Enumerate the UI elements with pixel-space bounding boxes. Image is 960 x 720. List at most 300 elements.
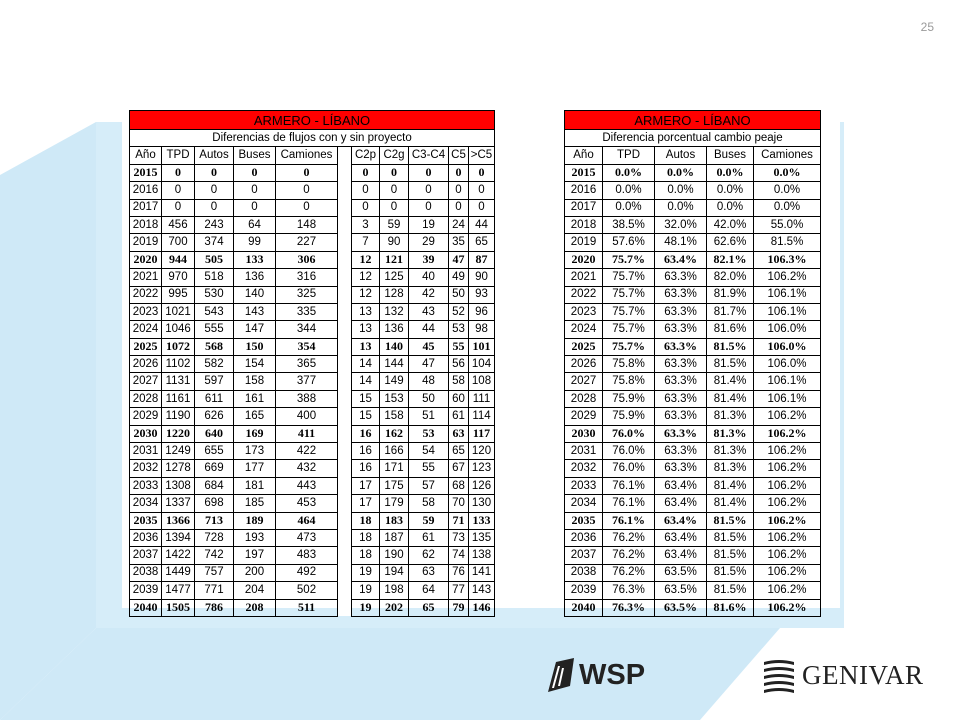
table-cell: 13 <box>352 338 380 355</box>
table-cell: 63.3% <box>655 303 707 320</box>
table-row <box>130 373 495 390</box>
table-row <box>130 251 495 268</box>
table-cell: 771 <box>195 582 234 599</box>
table-row <box>130 234 495 251</box>
table-cell: 1449 <box>162 564 195 581</box>
table-cell: 626 <box>195 408 234 425</box>
table-row <box>130 182 495 199</box>
table-row <box>130 321 495 338</box>
table-cell: 144 <box>380 356 409 373</box>
table-cell: 98 <box>469 321 495 338</box>
table-cell: 59 <box>380 216 409 233</box>
table-cell: 44 <box>469 216 495 233</box>
table-cell: 138 <box>469 547 495 564</box>
table-cell: 2032 <box>565 460 603 477</box>
table-cell: 0 <box>409 164 449 181</box>
table-cell: 19 <box>352 582 380 599</box>
table-cell: 81.6% <box>707 599 754 616</box>
table-cell: 483 <box>276 547 338 564</box>
table-cell: 135 <box>469 529 495 546</box>
wsp-mark-icon <box>546 656 576 694</box>
column-header: Año <box>565 147 603 164</box>
table-cell: 2031 <box>130 443 162 460</box>
table-cell <box>338 199 352 216</box>
table-cell: 432 <box>276 460 338 477</box>
table-cell <box>338 164 352 181</box>
table-cell: 158 <box>380 408 409 425</box>
table-row <box>565 495 821 512</box>
table-cell: 96 <box>469 303 495 320</box>
table-cell: 669 <box>195 460 234 477</box>
table-cell: 63 <box>449 425 469 442</box>
table-row <box>130 477 495 494</box>
table-cell: 995 <box>162 286 195 303</box>
table-row <box>565 529 821 546</box>
table-cell: 2032 <box>130 460 162 477</box>
table-row <box>130 216 495 233</box>
table-cell: 60 <box>449 390 469 407</box>
table-cell: 2025 <box>565 338 603 355</box>
table-row <box>565 390 821 407</box>
table-cell: 0.0% <box>707 199 754 216</box>
table-cell: 62.6% <box>707 234 754 251</box>
table-cell: 2019 <box>130 234 162 251</box>
table-cell: 15 <box>352 408 380 425</box>
table-cell <box>338 547 352 564</box>
table-cell <box>338 599 352 616</box>
table-cell: 153 <box>380 390 409 407</box>
table-cell: 104 <box>469 356 495 373</box>
table-cell: 82.0% <box>707 269 754 286</box>
table-cell: 728 <box>195 529 234 546</box>
table-cell: 0 <box>234 199 276 216</box>
table-cell: 492 <box>276 564 338 581</box>
table-cell: 344 <box>276 321 338 338</box>
wsp-logo-text: WSP <box>579 658 646 691</box>
table-cell: 81.3% <box>707 460 754 477</box>
table-cell: 75.7% <box>603 321 655 338</box>
table-cell <box>338 564 352 581</box>
table-cell: 140 <box>380 338 409 355</box>
table-cell: 75.7% <box>603 269 655 286</box>
table-cell: 67 <box>449 460 469 477</box>
table-cell: 106.2% <box>754 460 821 477</box>
table-cell: 16 <box>352 460 380 477</box>
table-cell: 17 <box>352 495 380 512</box>
table-cell: 63.4% <box>655 547 707 564</box>
table-cell: 75.8% <box>603 373 655 390</box>
table-cell: 374 <box>195 234 234 251</box>
table-row <box>130 408 495 425</box>
table-cell: 505 <box>195 251 234 268</box>
table-cell: 65 <box>469 234 495 251</box>
table-cell: 2031 <box>565 443 603 460</box>
table-cell: 161 <box>234 390 276 407</box>
table-cell: 2033 <box>565 477 603 494</box>
table-cell: 58 <box>409 495 449 512</box>
table-cell: 2029 <box>130 408 162 425</box>
table-cell: 354 <box>276 338 338 355</box>
table-cell: 3 <box>352 216 380 233</box>
table-row <box>130 425 495 442</box>
table-cell: 742 <box>195 547 234 564</box>
table-cell: 57 <box>409 477 449 494</box>
table-cell: 179 <box>380 495 409 512</box>
column-header: C2p <box>352 147 380 164</box>
table-cell: 173 <box>234 443 276 460</box>
table-row <box>565 408 821 425</box>
table-title: ARMERO - LÍBANO <box>130 111 495 130</box>
table-cell: 0 <box>380 164 409 181</box>
table-cell: 140 <box>234 286 276 303</box>
table-cell: 198 <box>380 582 409 599</box>
column-header: C5 <box>449 147 469 164</box>
table-cell: 2040 <box>565 599 603 616</box>
table-cell: 193 <box>234 529 276 546</box>
table-cell: 0 <box>469 164 495 181</box>
table-cell <box>338 582 352 599</box>
table-cell: 1308 <box>162 477 195 494</box>
table-row <box>130 390 495 407</box>
table-cell <box>338 286 352 303</box>
table-row <box>565 338 821 355</box>
table-cell: 2035 <box>565 512 603 529</box>
table-cell: 106.1% <box>754 286 821 303</box>
table-cell: 7 <box>352 234 380 251</box>
table-cell: 55 <box>449 338 469 355</box>
table-cell <box>338 477 352 494</box>
table-cell: 388 <box>276 390 338 407</box>
table-cell: 99 <box>234 234 276 251</box>
table-cell: 56 <box>449 356 469 373</box>
table-cell <box>338 512 352 529</box>
table-row <box>565 303 821 320</box>
table-cell: 120 <box>469 443 495 460</box>
table-cell: 55.0% <box>754 216 821 233</box>
table-cell: 713 <box>195 512 234 529</box>
table-cell: 123 <box>469 460 495 477</box>
table-cell: 136 <box>380 321 409 338</box>
table-cell: 106.0% <box>754 321 821 338</box>
table-cell: 76.3% <box>603 582 655 599</box>
table-cell: 106.1% <box>754 390 821 407</box>
table-cell: 2018 <box>130 216 162 233</box>
table-cell: 106.2% <box>754 512 821 529</box>
table-cell: 90 <box>380 234 409 251</box>
table-cell: 2026 <box>130 356 162 373</box>
table-cell: 64 <box>234 216 276 233</box>
table-cell: 2028 <box>130 390 162 407</box>
table-subtitle: Diferencia porcentual cambio peaje <box>565 130 821 147</box>
table-title: ARMERO - LÍBANO <box>565 111 821 130</box>
column-header: Año <box>130 147 162 164</box>
table-row <box>130 269 495 286</box>
table-cell: 12 <box>352 286 380 303</box>
table-cell: 106.2% <box>754 443 821 460</box>
table-cell: 511 <box>276 599 338 616</box>
table-row <box>565 425 821 442</box>
table-cell: 2026 <box>565 356 603 373</box>
column-header: Camiones <box>754 147 821 164</box>
table-cell: 71 <box>449 512 469 529</box>
table-cell: 81.3% <box>707 425 754 442</box>
table-cell: 1046 <box>162 321 195 338</box>
table-cell: 165 <box>234 408 276 425</box>
table-cell: 2036 <box>565 529 603 546</box>
table-row <box>565 599 821 616</box>
table-cell: 185 <box>234 495 276 512</box>
column-header <box>338 147 352 164</box>
table-cell: 2015 <box>130 164 162 181</box>
column-header: Buses <box>234 147 276 164</box>
table-cell: 81.4% <box>707 495 754 512</box>
table-cell: 81.9% <box>707 286 754 303</box>
table-cell: 13 <box>352 321 380 338</box>
column-header: Buses <box>707 147 754 164</box>
table-cell: 76.1% <box>603 495 655 512</box>
table-cell: 1505 <box>162 599 195 616</box>
table-cell: 2017 <box>565 199 603 216</box>
table-cell: 377 <box>276 373 338 390</box>
table-cell: 202 <box>380 599 409 616</box>
table-cell: 2038 <box>130 564 162 581</box>
table-cell: 204 <box>234 582 276 599</box>
table-cell: 90 <box>469 269 495 286</box>
table-cell: 18 <box>352 547 380 564</box>
table-cell: 47 <box>409 356 449 373</box>
table-cell: 2021 <box>565 269 603 286</box>
table-cell: 698 <box>195 495 234 512</box>
table-row <box>130 356 495 373</box>
table-cell: 81.5% <box>707 338 754 355</box>
table-cell: 2027 <box>130 373 162 390</box>
table-cell: 61 <box>409 529 449 546</box>
table-cell: 1190 <box>162 408 195 425</box>
table-cell: 65 <box>409 599 449 616</box>
table-row <box>130 599 495 616</box>
table-cell: 2033 <box>130 477 162 494</box>
table-cell: 63.4% <box>655 477 707 494</box>
table-cell: 106.3% <box>754 251 821 268</box>
table-cell: 944 <box>162 251 195 268</box>
table-row <box>565 477 821 494</box>
table-cell <box>338 303 352 320</box>
table-cell: 1102 <box>162 356 195 373</box>
table-cell: 48.1% <box>655 234 707 251</box>
table-cell: 2023 <box>565 303 603 320</box>
table-row <box>130 443 495 460</box>
table-cell: 0 <box>352 199 380 216</box>
table-cell: 306 <box>276 251 338 268</box>
table-cell: 1394 <box>162 529 195 546</box>
table-cell: 2039 <box>565 582 603 599</box>
table-cell: 194 <box>380 564 409 581</box>
table-cell: 81.5% <box>707 564 754 581</box>
table-cell: 63.5% <box>655 599 707 616</box>
table-cell: 15 <box>352 390 380 407</box>
table-cell: 44 <box>409 321 449 338</box>
genivar-mark-icon <box>762 656 796 694</box>
table-cell: 75.7% <box>603 251 655 268</box>
table-cell: 63.3% <box>655 356 707 373</box>
table-cell: 0.0% <box>754 182 821 199</box>
table-cell: 19 <box>352 564 380 581</box>
table-cell: 2029 <box>565 408 603 425</box>
table-cell: 0.0% <box>707 182 754 199</box>
table-row <box>565 199 821 216</box>
table-cell <box>338 443 352 460</box>
table-cell: 0 <box>195 199 234 216</box>
table-cell: 0 <box>380 199 409 216</box>
table-cell: 189 <box>234 512 276 529</box>
table-cell: 169 <box>234 425 276 442</box>
table-cell: 63.4% <box>655 495 707 512</box>
table-cell <box>338 495 352 512</box>
table-cell: 50 <box>409 390 449 407</box>
table-cell: 35 <box>449 234 469 251</box>
table-cell: 970 <box>162 269 195 286</box>
table-cell: 65 <box>449 443 469 460</box>
table-cell: 13 <box>352 303 380 320</box>
column-header: TPD <box>162 147 195 164</box>
table-cell: 128 <box>380 286 409 303</box>
table-cell: 106.2% <box>754 269 821 286</box>
table-cell <box>338 216 352 233</box>
table-cell: 81.5% <box>707 356 754 373</box>
column-header: C3-C4 <box>409 147 449 164</box>
table-cell: 181 <box>234 477 276 494</box>
table-cell: 400 <box>276 408 338 425</box>
table-cell: 0 <box>449 199 469 216</box>
table-cell: 106.2% <box>754 599 821 616</box>
table-cell: 63.3% <box>655 443 707 460</box>
table-row <box>565 512 821 529</box>
table-cell: 2024 <box>130 321 162 338</box>
table-row <box>130 564 495 581</box>
page-number: 25 <box>920 20 934 34</box>
table-cell: 2016 <box>130 182 162 199</box>
table-cell: 101 <box>469 338 495 355</box>
table-cell: 1366 <box>162 512 195 529</box>
table-row <box>565 182 821 199</box>
table-cell: 0 <box>162 199 195 216</box>
table-cell: 81.4% <box>707 477 754 494</box>
table-cell: 81.5% <box>707 582 754 599</box>
table-cell: 0.0% <box>655 182 707 199</box>
table-cell: 63.5% <box>655 582 707 599</box>
table-cell: 76.1% <box>603 512 655 529</box>
table-cell: 19 <box>352 599 380 616</box>
table-cell: 54 <box>409 443 449 460</box>
table-cell: 0 <box>449 164 469 181</box>
table-cell: 149 <box>380 373 409 390</box>
table-cell: 75.8% <box>603 356 655 373</box>
table-cell: 81.3% <box>707 408 754 425</box>
table-cell: 63.4% <box>655 529 707 546</box>
table-cell: 655 <box>195 443 234 460</box>
table-cell <box>338 234 352 251</box>
flow-differences-table <box>129 110 495 617</box>
wsp-logo <box>546 656 645 694</box>
table-cell: 640 <box>195 425 234 442</box>
table-cell: 0.0% <box>603 182 655 199</box>
table-cell: 2022 <box>565 286 603 303</box>
table-cell: 49 <box>449 269 469 286</box>
table-cell: 2039 <box>130 582 162 599</box>
table-cell: 154 <box>234 356 276 373</box>
table-cell: 555 <box>195 321 234 338</box>
table-cell: 45 <box>409 338 449 355</box>
table-row <box>565 251 821 268</box>
table-row <box>130 164 495 181</box>
table-cell: 453 <box>276 495 338 512</box>
table-cell: 162 <box>380 425 409 442</box>
table-cell: 543 <box>195 303 234 320</box>
table-cell: 411 <box>276 425 338 442</box>
table-cell: 75.7% <box>603 286 655 303</box>
table-cell: 0 <box>234 182 276 199</box>
table-cell: 2030 <box>130 425 162 442</box>
table-cell: 63.3% <box>655 460 707 477</box>
table-cell: 757 <box>195 564 234 581</box>
column-header: >C5 <box>469 147 495 164</box>
table-cell: 126 <box>469 477 495 494</box>
table-cell: 47 <box>449 251 469 268</box>
table-row <box>565 321 821 338</box>
table-cell: 81.5% <box>707 512 754 529</box>
column-header: TPD <box>603 147 655 164</box>
table-cell: 243 <box>195 216 234 233</box>
table-cell: 0 <box>276 182 338 199</box>
table-cell: 77 <box>449 582 469 599</box>
table-cell: 106.2% <box>754 547 821 564</box>
table-cell: 0 <box>469 182 495 199</box>
table-cell: 12 <box>352 251 380 268</box>
table-cell: 24 <box>449 216 469 233</box>
table-cell: 316 <box>276 269 338 286</box>
table-row <box>130 199 495 216</box>
table-cell: 19 <box>409 216 449 233</box>
table-cell: 0 <box>162 164 195 181</box>
table-cell: 0 <box>380 182 409 199</box>
table-cell: 146 <box>469 599 495 616</box>
table-row <box>565 356 821 373</box>
genivar-logo-text: GENIVAR <box>802 659 924 690</box>
table-cell: 111 <box>469 390 495 407</box>
table-cell: 76.2% <box>603 529 655 546</box>
table-cell: 16 <box>352 425 380 442</box>
table-cell: 106.2% <box>754 408 821 425</box>
table-cell: 2038 <box>565 564 603 581</box>
table-cell: 79 <box>449 599 469 616</box>
table-cell: 12 <box>352 269 380 286</box>
table-cell: 0 <box>469 199 495 216</box>
table-cell: 2030 <box>565 425 603 442</box>
table-cell: 443 <box>276 477 338 494</box>
table-cell: 132 <box>380 303 409 320</box>
table-cell: 81.5% <box>754 234 821 251</box>
table-cell: 1477 <box>162 582 195 599</box>
table-cell: 58 <box>449 373 469 390</box>
table-cell: 2017 <box>130 199 162 216</box>
table-cell <box>338 390 352 407</box>
table-row <box>565 547 821 564</box>
table-cell: 190 <box>380 547 409 564</box>
table-cell: 2040 <box>130 599 162 616</box>
table-cell: 48 <box>409 373 449 390</box>
table-cell: 63.3% <box>655 373 707 390</box>
table-cell: 464 <box>276 512 338 529</box>
